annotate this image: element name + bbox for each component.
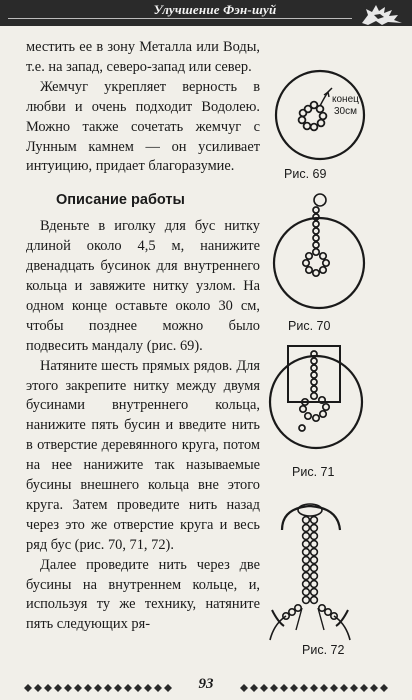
body-text xyxy=(26,38,260,635)
paragraph-5: Далее проведите нить через две бусины на внутреннем кольце, и, используя ту же технику, натяните пять следующих ря- xyxy=(26,556,260,633)
figure-69 xyxy=(262,60,412,170)
header-title: Улучшение Фэн-шуй xyxy=(153,2,277,17)
ornament-right-icon xyxy=(240,684,390,692)
figure-70 xyxy=(262,188,412,318)
caption-fig-72: Рис. 72 xyxy=(302,643,345,657)
paragraph-1: местить ее в зону Металла или Воды, т.е. на запад, северо-запад или север. xyxy=(26,39,260,75)
figures-column xyxy=(262,60,412,660)
dragon-icon xyxy=(358,1,406,27)
figure-72 xyxy=(262,490,412,660)
paragraph-4: Натяните шесть прямых рядов. Для этого закрепите нитку между двумя бусинами внутреннего кольца, нанижите пять бусин и введите нить в отверстие деревянного круга, потом на нее нанижите так называемые бусины внешнего кольца вне этого круга. Затем проведите нить назад через это же отверстие круга и весь ряд бус (рис. 70, 71, 72). xyxy=(26,357,260,553)
fig69-label-2: 30см xyxy=(334,106,357,117)
caption-fig-71: Рис. 71 xyxy=(292,465,335,479)
fig69-label-1: конец xyxy=(332,94,359,105)
running-header xyxy=(0,0,412,26)
paragraph-2: Жемчуг укрепляет верность в любви и очень подходит Водолею. Можно также сочетать жемчуг с Лунным камнем — он усиливает интуицию, придает благоразумие. xyxy=(26,78,260,175)
caption-fig-70: Рис. 70 xyxy=(288,319,331,333)
header-rule xyxy=(8,18,352,19)
page-footer xyxy=(0,676,412,700)
ornament-left-icon xyxy=(24,684,174,692)
figure-71 xyxy=(262,340,412,465)
paragraph-3: Вденьте в иголку для бус нитку длиной около 4,5 м, нанижите двенадцать бусинок для внутреннего кольца и завяжите нитку узлом. На одном конце оставьте около 30 см, чтобы позднее можно было подвесить мандалу (рис. 69). xyxy=(26,218,260,354)
page-number: 93 xyxy=(198,676,214,692)
section-heading: Описание работы xyxy=(56,192,185,209)
caption-fig-69: Рис. 69 xyxy=(284,167,327,181)
